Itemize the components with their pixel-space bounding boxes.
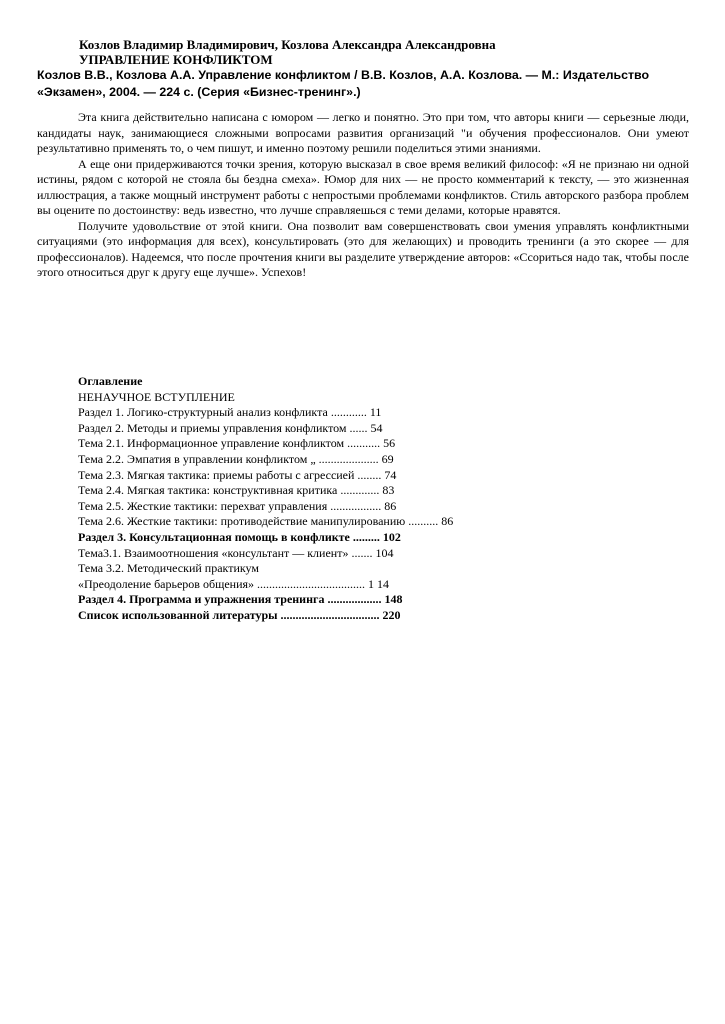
annotation-text xyxy=(37,110,689,281)
paragraph: Получите удовольствие от этой книги. Она позволит вам совершенствовать свои умения управлять конфликтными ситуациями (это информация для всех), консультировать (это для желающих) и проводить тренинги (а это скорее — для профессионалов). Надеемся, что после прочтения книги вы разделите утверждение авторов: «Ссориться надо так, чтобы после этого относиться друг к другу еще лучше». Успехов! xyxy=(37,218,689,279)
toc-entry: Тема 2.4. Мягкая тактика: конструктивная критика ............. 83 xyxy=(78,483,395,498)
toc-entry: «Преодоление барьеров общения» .................................... 1 14 xyxy=(78,576,390,591)
toc-entry: Тема 2.2. Эмпатия в управлении конфликтом „ .................... 69 xyxy=(78,451,394,466)
book-title: УПРАВЛЕНИЕ КОНФЛИКТОМ xyxy=(79,52,273,67)
toc-entry: Тема3.1. Взаимоотношения «консультант — клиент» ....... 104 xyxy=(78,545,394,560)
toc-entry: Список использованной литературы ................................. 220 xyxy=(78,607,401,622)
toc-entry: Тема 3.2. Методический практикум xyxy=(78,561,259,576)
toc-entry: Тема 2.5. Жесткие тактики: перехват управления ................. 86 xyxy=(78,498,397,513)
header xyxy=(79,37,699,67)
bibliographic-citation: Козлов В.В., Козлова А.А. Управление конфликтом / В.В. Козлов, А.А. Козлова. — М.: Издательство «Экзамен», 2004. — 224 с. (Серия «Бизнес-тренинг».) xyxy=(37,68,650,99)
paragraph: А еще они придерживаются точки зрения, которую высказал в свое время великий философ: «Я не признаю ни одной истины, рядом с которой не стояла бы бездна смеха». Юмор для них — не просто комментарий к тексту, — это жизненная иллюстрация, а также мощный инструмент работы с непростыми проблемами конфликтов. Стиль авторского разбора проблем вы оцените по достоинству: ведь известно, что лучше справляешься с теми делами, которые нравятся. xyxy=(37,156,689,217)
table-of-contents xyxy=(78,374,638,624)
toc-entry: Раздел 2. Методы и приемы управления конфликтом ...... 54 xyxy=(78,420,383,435)
toc-entry: Раздел 3. Консультационная помощь в конфликте ......... 102 xyxy=(78,529,401,544)
toc-entry: Раздел 4. Программа и упражнения тренинга .................. 148 xyxy=(78,592,403,607)
toc-entry: НЕНАУЧНОЕ ВСТУПЛЕНИЕ xyxy=(78,389,235,404)
toc-heading: Оглавление xyxy=(78,374,143,388)
toc-entry: Тема 2.1. Информационное управление конфликтом ........... 56 xyxy=(78,436,396,451)
paragraph: Эта книга действительно написана с юмором — легко и понятно. Это при том, что авторы книги — серьезные люди, кандидаты наук, занимающиеся сложными вопросами развития организаций "и обучения профессионалов. Они умеют результативно применять то, о чем пишут, и именно поэтому решили поделиться этими знаниями. xyxy=(37,110,689,155)
toc-entry: Тема 2.3. Мягкая тактика: приемы работы с агрессией ........ 74 xyxy=(78,467,397,482)
toc-entry: Раздел 1. Логико-структурный анализ конфликта ............ 11 xyxy=(78,405,382,420)
toc-lines xyxy=(78,390,638,624)
toc-entry: Тема 2.6. Жесткие тактики: противодействие манипулированию .......... 86 xyxy=(78,514,454,529)
authors: Козлов Владимир Владимирович, Козлова Александра Александровна xyxy=(79,37,496,52)
